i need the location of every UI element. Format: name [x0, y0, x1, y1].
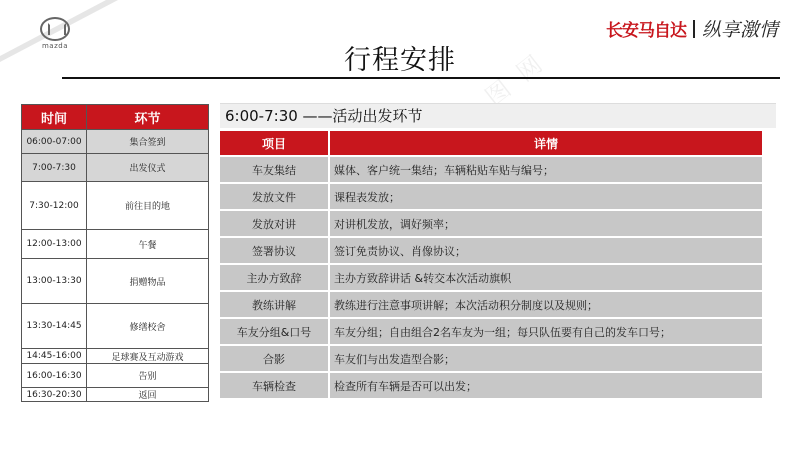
details-detail: 对讲机发放，调好频率；: [329, 210, 762, 237]
schedule-row: [22, 154, 209, 182]
schedule-table: [21, 104, 209, 402]
schedule-time: 16:30-20:30: [22, 388, 87, 402]
details-detail: 签订免责协议、肖像协议；: [329, 237, 762, 264]
schedule-activity: 告别: [87, 364, 209, 388]
details-body: [220, 156, 762, 399]
details-header-detail: 详情: [329, 131, 762, 156]
details-item: 签署协议: [220, 237, 329, 264]
schedule-activity: 足球赛及互动游戏: [87, 349, 209, 364]
schedule-time: 7:00-7:30: [22, 154, 87, 182]
details-table: [220, 131, 762, 400]
schedule-time: 14:45-16:00: [22, 349, 87, 364]
details-item: 发放对讲: [220, 210, 329, 237]
details-header-row: [220, 131, 762, 156]
details-detail: 教练进行注意事项讲解；本次活动积分制度以及规则；: [329, 291, 762, 318]
brand-name: 长安马自达: [605, 21, 686, 41]
brand-separator: [693, 20, 695, 38]
schedule-time: 12:00-13:00: [22, 230, 87, 259]
schedule-activity: 前往目的地: [87, 182, 209, 230]
details-row: [220, 156, 762, 183]
details-item: 车友集结: [220, 156, 329, 183]
schedule-time: 7:30-12:00: [22, 182, 87, 230]
details-item: 合影: [220, 345, 329, 372]
details-row: [220, 237, 762, 264]
details-row: [220, 291, 762, 318]
schedule-activity: 捐赠物品: [87, 259, 209, 304]
schedule-header-row: [22, 105, 209, 130]
schedule-activity: 修缮校舍: [87, 304, 209, 349]
schedule-body: [22, 130, 209, 402]
details-item: 主办方致辞: [220, 264, 329, 291]
details-detail: 课程表发放；: [329, 183, 762, 210]
schedule-time: 06:00-07:00: [22, 130, 87, 154]
title-divider: [62, 77, 780, 79]
schedule-row: [22, 182, 209, 230]
schedule-time: 16:00-16:30: [22, 364, 87, 388]
schedule-row: [22, 130, 209, 154]
section-title: 6:00-7:30 ——活动出发环节: [220, 103, 776, 128]
details-row: [220, 372, 762, 399]
details-item: 车友分组&口号: [220, 318, 329, 345]
schedule-row: [22, 388, 209, 402]
schedule-activity: 出发仪式: [87, 154, 209, 182]
schedule-row: [22, 349, 209, 364]
schedule-row: [22, 364, 209, 388]
details-row: [220, 318, 762, 345]
schedule-header-time: 时间: [22, 105, 87, 130]
details-row: [220, 183, 762, 210]
schedule-row: [22, 259, 209, 304]
watermark: 图 网: [480, 47, 551, 112]
schedule-row: [22, 230, 209, 259]
schedule-time: 13:30-14:45: [22, 304, 87, 349]
details-detail: 车友分组；自由组合2名车友为一组；每只队伍要有自己的发车口号；: [329, 318, 762, 345]
schedule-header-activity: 环节: [87, 105, 209, 130]
details-row: [220, 264, 762, 291]
details-row: [220, 210, 762, 237]
schedule-activity: 返回: [87, 388, 209, 402]
details-detail: 车友们与出发造型合影；: [329, 345, 762, 372]
schedule-activity: 午餐: [87, 230, 209, 259]
details-item: 教练讲解: [220, 291, 329, 318]
details-header-item: 项目: [220, 131, 329, 156]
details-item: 发放文件: [220, 183, 329, 210]
mazda-logo-text: mazda: [41, 42, 68, 50]
schedule-time: 13:00-13:30: [22, 259, 87, 304]
details-detail: 主办方致辞讲话 &转交本次活动旗帜: [329, 264, 762, 291]
brand-slogan: 纵享激情: [701, 19, 778, 41]
schedule-activity: 集合签到: [87, 130, 209, 154]
schedule-row: [22, 304, 209, 349]
details-detail: 检查所有车辆是否可以出发；: [329, 372, 762, 399]
details-item: 车辆检查: [220, 372, 329, 399]
page-title: 行程安排: [344, 45, 456, 76]
details-detail: 媒体、客户统一集结；车辆粘贴车贴与编号；: [329, 156, 762, 183]
details-row: [220, 345, 762, 372]
